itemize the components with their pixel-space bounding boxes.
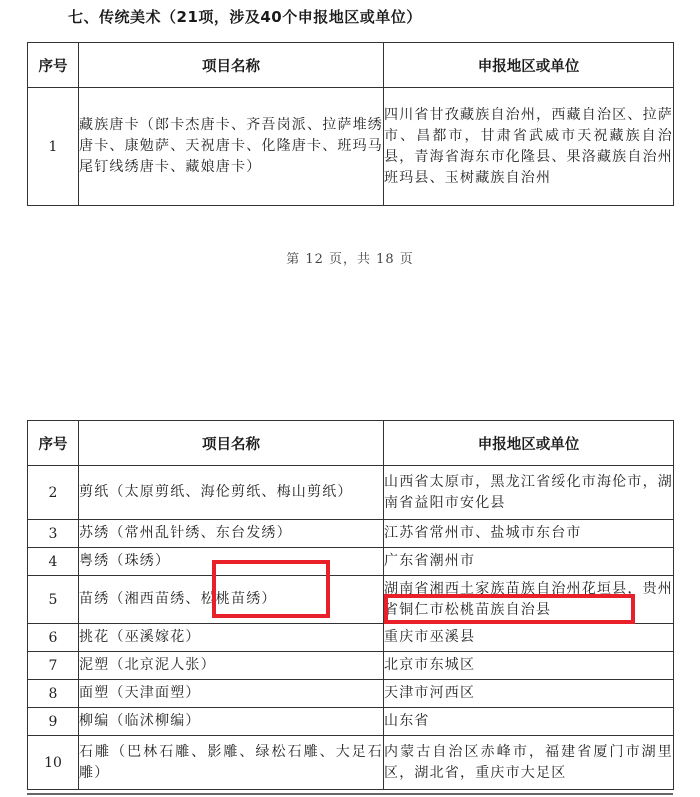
- row-seq: 7: [28, 652, 79, 680]
- column-header-seq: 序号: [28, 421, 79, 466]
- row-project-name: 泥塑（北京泥人张）: [79, 652, 384, 680]
- section-heading: 七、传统美术（21项，涉及40个申报地区或单位）: [68, 8, 422, 26]
- row-seq: 5: [28, 576, 79, 624]
- table-header-row: [28, 43, 674, 88]
- column-header-name: 项目名称: [79, 43, 384, 88]
- row-region: 山西省太原市，黑龙江省绥化市海伦市，湖南省益阳市安化县: [384, 466, 674, 520]
- row-project-name: 剪纸（太原剪纸、海伦剪纸、梅山剪纸）: [79, 466, 384, 520]
- row-seq: 3: [28, 520, 79, 548]
- column-header-region: 申报地区或单位: [384, 43, 674, 88]
- table-row: [28, 466, 674, 520]
- row-region: 江苏省常州市、盐城市东台市: [384, 520, 674, 548]
- highlight-box-songtao-county: [384, 594, 635, 624]
- table-row: [28, 548, 674, 576]
- table-row: [28, 520, 674, 548]
- row-seq: 9: [28, 708, 79, 736]
- row-seq: 8: [28, 680, 79, 708]
- table-row: [28, 652, 674, 680]
- row-region: 内蒙古自治区赤峰市，福建省厦门市湖里区，湖北省，重庆市大足区: [384, 736, 674, 790]
- page-footer: 第 12 页，共 18 页: [286, 252, 414, 267]
- row-region: 重庆市巫溪县: [384, 624, 674, 652]
- row-region: 天津市河西区: [384, 680, 674, 708]
- row-seq: 4: [28, 548, 79, 576]
- row-seq: 10: [28, 736, 79, 790]
- row-project-name: 苏绣（常州乱针绣、东台发绣）: [79, 520, 384, 548]
- heritage-table-page-12: [27, 42, 674, 206]
- row-project-name: 粤绣（珠绣）: [79, 548, 384, 576]
- row-project-name: 挑花（巫溪嫁花）: [79, 624, 384, 652]
- row-project-name: 面塑（天津面塑）: [79, 680, 384, 708]
- table-row: [28, 736, 674, 790]
- table-row: [28, 680, 674, 708]
- row-project-name: 石雕（巴林石雕、影雕、绿松石雕、大足石雕）: [79, 736, 384, 790]
- row-region: 湖南省湘西土家族苗族自治州花垣县，贵州省铜仁市松桃苗族自治县: [384, 576, 674, 624]
- row-project-name: 柳编（临沭柳编）: [79, 708, 384, 736]
- row-seq: 2: [28, 466, 79, 520]
- table-row: [28, 624, 674, 652]
- table-row: [28, 88, 674, 206]
- row-project-name: 藏族唐卡（郎卡杰唐卡、齐吾岗派、拉萨堆绣唐卡、康勉萨、天祝唐卡、化隆唐卡、班玛马尾钉线绣唐卡、藏娘唐卡）: [79, 88, 384, 206]
- table-header-row: [28, 421, 674, 466]
- column-header-region: 申报地区或单位: [384, 421, 674, 466]
- row-region: 山东省: [384, 708, 674, 736]
- row-region: 广东省潮州市: [384, 548, 674, 576]
- row-seq: 6: [28, 624, 79, 652]
- column-header-name: 项目名称: [79, 421, 384, 466]
- page-bottom-edge: [27, 793, 673, 795]
- highlight-box-songtao-miao-embroidery: [212, 560, 330, 618]
- column-header-seq: 序号: [28, 43, 79, 88]
- row-region: 四川省甘孜藏族自治州，西藏自治区、拉萨市、昌都市，甘肃省武威市天祝藏族自治县，青海省海东市化隆县、果洛藏族自治州班玛县、玉树藏族自治州: [384, 88, 674, 206]
- row-seq: 1: [28, 88, 79, 206]
- table-row: [28, 708, 674, 736]
- row-region: 北京市东城区: [384, 652, 674, 680]
- row-project-name: 苗绣（湘西苗绣、松桃苗绣）: [79, 576, 384, 624]
